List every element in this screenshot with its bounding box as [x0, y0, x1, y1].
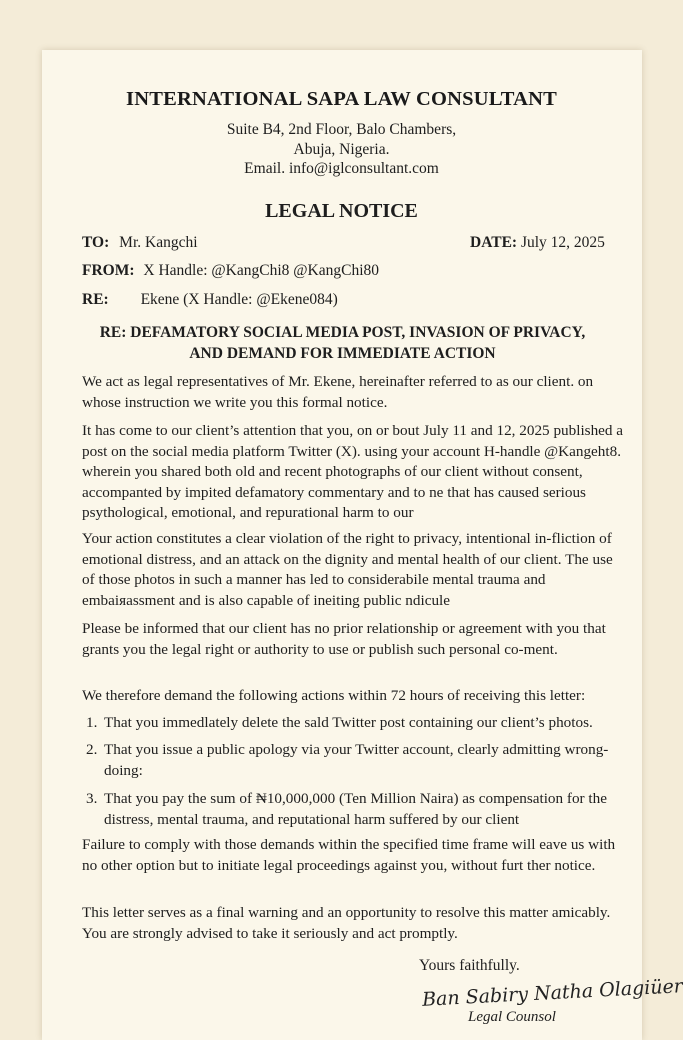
- re-value: Ekene (X Handle: @Ekene084): [140, 291, 338, 308]
- signature: Ban Sabiry Natha Olagiüer: [421, 975, 683, 1011]
- demand-text: That you immedlately delete the sald Twitter post containing our client’s photos.: [104, 714, 593, 731]
- demand-number: 1.: [86, 714, 98, 731]
- from-value: X Handle: @KangChi8 @KangChi80: [143, 262, 380, 279]
- paragraph-intro: We act as legal representatives of Mr. Ekene, hereinafter referred to as our client. on whose instruction we write you this formal notice.: [82, 373, 594, 411]
- firm-address-line1: Suite B4, 2nd Floor, Balo Chambers,: [226, 121, 457, 138]
- to-value: Mr. Kangchi: [119, 234, 198, 251]
- paragraph-consequence: Failure to comply with those demands within the specified time frame will eave us with no other option but to initiate legal proceedings against you, without furt ther notice.: [82, 836, 616, 874]
- paragraph-facts: It has come to our client’s attention that you, on or bout July 11 and 12, 2025 published a post on the social media platform Twitter (X). using your account H-handle @Kangeht8. wherein you shared both old and recent photographs of our client without consent, accompanted by impited defamatory commentary and to ne that has caused serious psythological, emotional, and repurational harm to our: [82, 422, 624, 521]
- to-line: [82, 234, 198, 252]
- demand-text: That you issue a public apology via your Twitter account, clearly admitting wrong-doing:: [104, 741, 609, 779]
- firm-name: INTERNATIONAL SAPA LAW CONSULTANT: [126, 88, 557, 110]
- re-label: RE:: [82, 291, 109, 308]
- paragraph-demand-intro: We therefore demand the following actions within 72 hours of receiving this letter:: [82, 687, 586, 704]
- from-label: FROM:: [82, 262, 135, 279]
- demand-number: 2.: [86, 741, 98, 758]
- paragraph-final-warning: This letter serves as a final warning and an opportunity to resolve this matter amicably. You are strongly advised to take it seriously and act promptly.: [82, 904, 611, 942]
- from-line: [82, 262, 379, 280]
- subject-heading: [60, 322, 625, 364]
- paragraph-violation: Your action constitutes a clear violation of the right to privacy, intentional in-fliction of emotional distress, and an attack on the dignity and mental health of our client. The use of those photos in such a manner has led to considerabile mental trauma and embaiяassment and is also capable of ineiting public ndicule: [82, 530, 613, 609]
- re-line: [82, 291, 338, 309]
- subject-line1: RE: DEFAMATORY SOCIAL MEDIA POST, INVASION OF PRIVACY,: [99, 324, 586, 341]
- notice-title: LEGAL NOTICE: [265, 200, 418, 222]
- to-label: TO:: [82, 234, 110, 251]
- date-label: DATE:: [470, 234, 518, 251]
- date-line: [470, 234, 605, 252]
- subject-line2: AND DEMAND FOR IMMEDIATE ACTION: [189, 345, 496, 362]
- date-value: July 12, 2025: [520, 234, 605, 251]
- paragraph-no-relationship: Please be informed that our client has no prior relationship or agreement with you that grants you the legal right or authority to use or publish such personal co-ment.: [82, 620, 606, 658]
- firm-address-line2: Abuja, Nigeria.: [293, 141, 390, 158]
- demand-text: That you pay the sum of ₦10,000,000 (Ten Million Naira) as compensation for the distress, mental trauma, and reputational harm suffered by our client: [104, 790, 607, 828]
- closing-salutation: Yours faithfully.: [419, 957, 520, 974]
- signer-role: Legal Counsol: [468, 1009, 556, 1025]
- firm-email: Email. info@iglconsultant.com: [244, 160, 439, 177]
- demand-number: 3.: [86, 790, 98, 807]
